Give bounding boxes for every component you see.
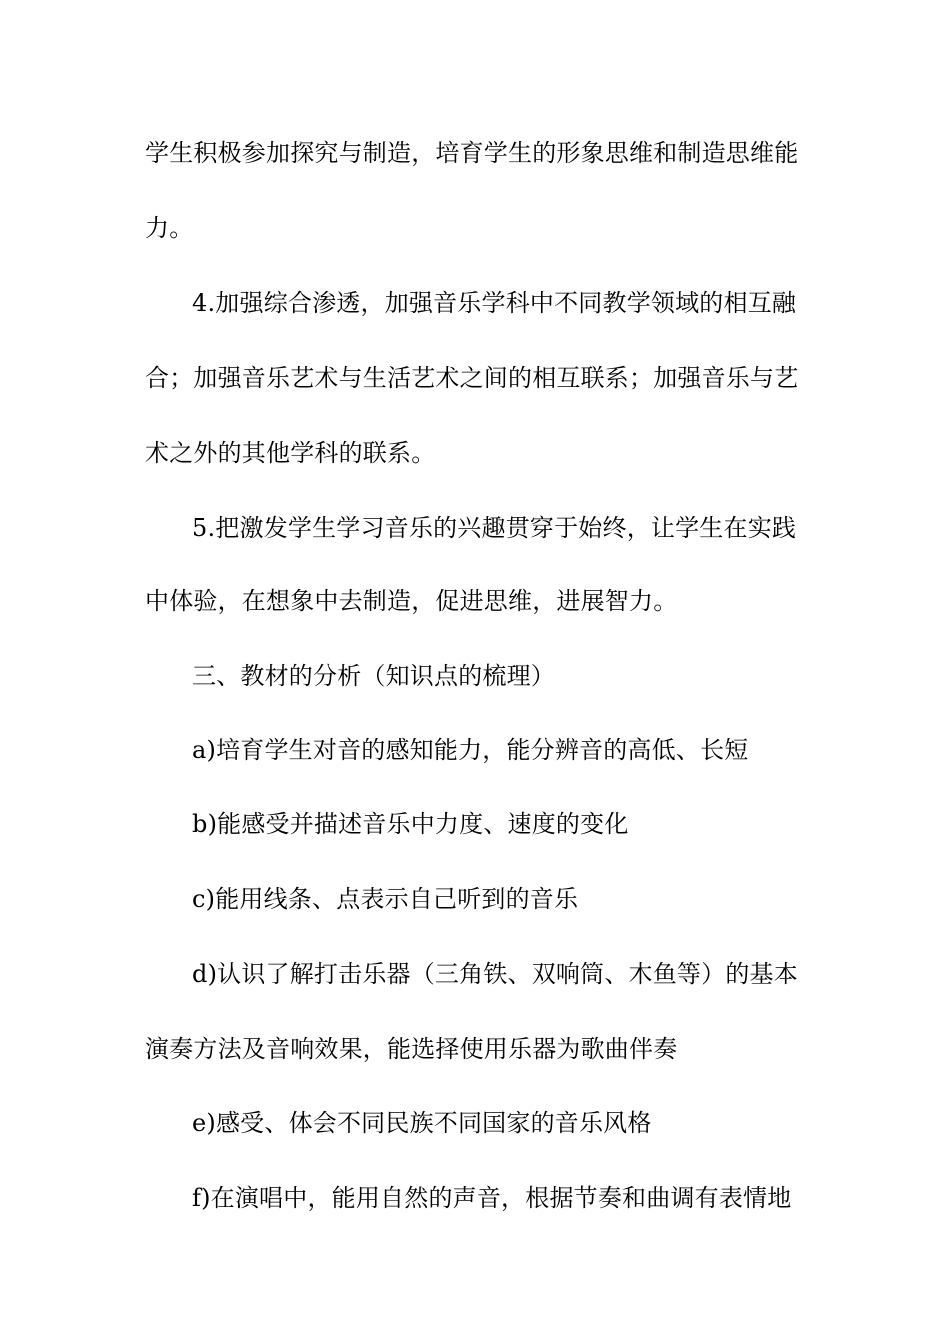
text-line: 5.把激发学生学习音乐的兴趣贯穿于始终，让学生在实践 [192,514,797,542]
list-item: e)感受、体会不同民族不同国家的音乐风格 [192,1109,652,1137]
section-heading: 三、教材的分析（知识点的梳理） [192,662,555,690]
text-line: 力。 [145,214,194,242]
text-line: 学生积极参加探究与制造，培育学生的形象思维和制造思维能 [145,139,799,167]
text-line: 演奏方法及音响效果，能选择使用乐器为歌曲伴奏 [145,1035,678,1063]
text-line: 中体验，在想象中去制造，促进思维，进展智力。 [145,587,678,615]
list-item: d)认识了解打击乐器（三角铁、双响筒、木鱼等）的基本 [192,960,798,988]
list-item: f)在演唱中，能用自然的声音，根据节奏和曲调有表情地 [192,1184,792,1212]
list-item: a)培育学生对音的感知能力，能分辨音的高低、长短 [192,736,749,764]
list-item: b)能感受并描述音乐中力度、速度的变化 [192,810,629,838]
text-line: 术之外的其他学科的联系。 [145,439,436,467]
text-line: 合；加强音乐艺术与生活艺术之间的相互联系；加强音乐与艺 [145,364,799,392]
text-line: 4.加强综合渗透，加强音乐学科中不同教学领域的相互融 [192,289,797,317]
list-item: c)能用线条、点表示自己听到的音乐 [192,885,579,913]
